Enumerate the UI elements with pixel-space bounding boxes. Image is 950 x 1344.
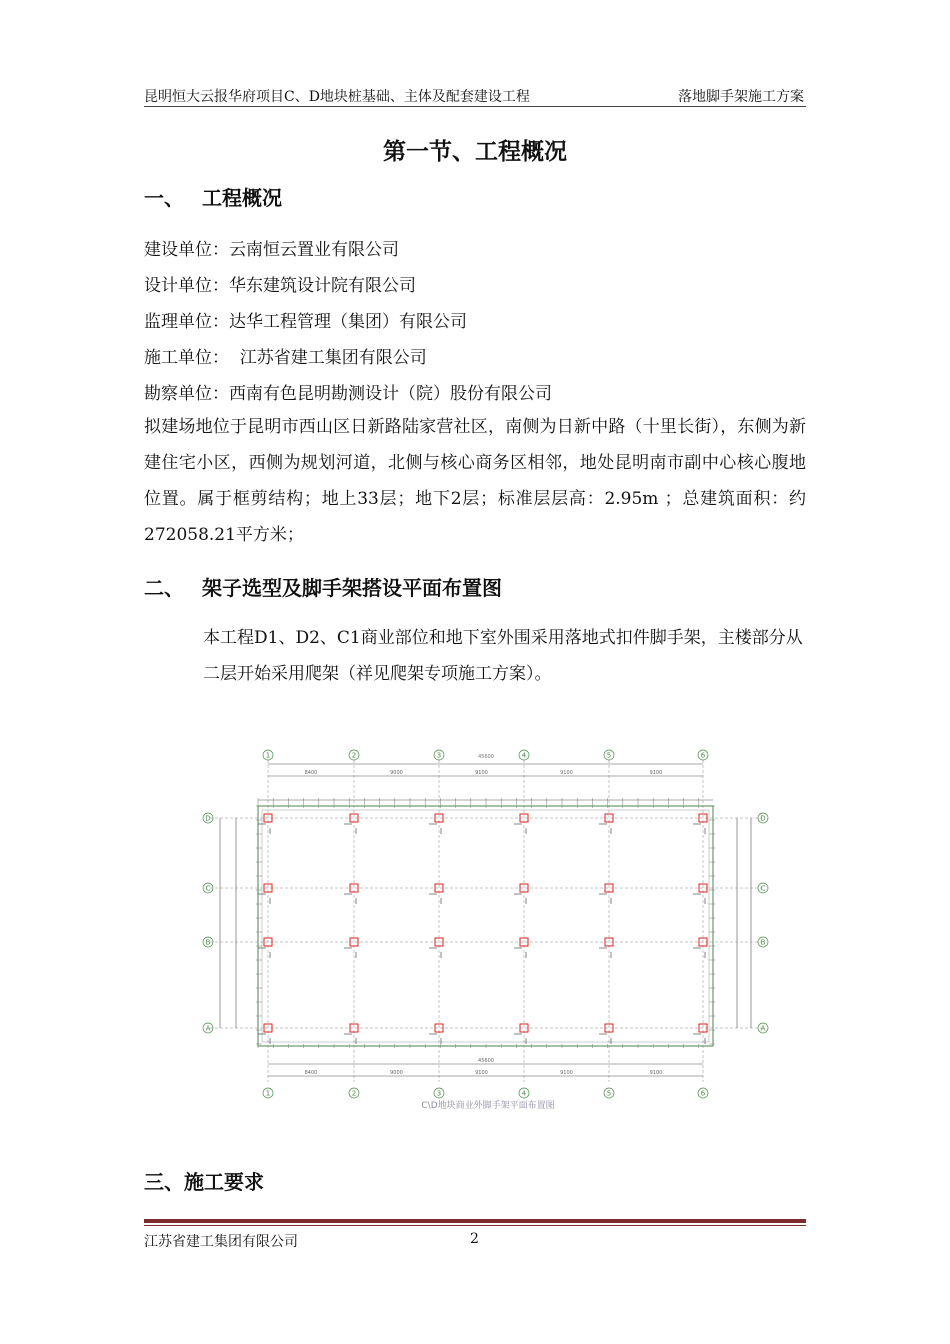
header-document-name: 落地脚手架施工方案 [678, 89, 804, 105]
row-axis-label: D [205, 814, 211, 823]
info-line-contractor: 施工单位： 江苏省建工集团有限公司 [144, 348, 427, 368]
span-dimension-label: 8400 [304, 770, 318, 776]
span-dimension-label: 9000 [390, 770, 403, 776]
span-dimension-label: 8400 [304, 1070, 318, 1076]
site-description-paragraph: 拟建场地位于昆明市西山区日新路陆家营社区，南侧为日新中路（十里长街），东侧为新建住宅小区，西侧为规划河道，北侧与核心商务区相邻，地处昆明南市副中心核心腹地位置。属于框剪结构；地上33层；地下2层；标准层层高：2.95m ；总建筑面积：约272058.21平方米； [144, 417, 806, 545]
scaffold-plan-drawing [196, 742, 781, 1122]
span-dimension-label: 9100 [475, 770, 488, 776]
row-axis-label: C [205, 884, 211, 893]
column-axis-label: 6 [700, 1089, 706, 1098]
section-heading-overview [144, 182, 282, 211]
span-dimension-label: 9100 [560, 770, 573, 776]
total-dimension-label: 45600 [478, 754, 494, 760]
span-dimension-label: 9100 [475, 1070, 488, 1076]
row-axis-label: B [760, 938, 766, 947]
column-axis-label: 4 [521, 751, 527, 760]
section-number: 一、 [144, 186, 184, 210]
page-number: 2 [470, 1231, 479, 1247]
scaffold-description-paragraph: 本工程D1、D2、C1商业部位和地下室外围采用落地式扣件脚手架，主楼部分从二层开始采用爬架（祥见爬架专项施工方案）。 [203, 628, 803, 684]
section-title: 架子选型及脚手架搭设平面布置图 [202, 576, 502, 600]
column-axis-label: 1 [265, 1089, 271, 1098]
info-line-designer: 设计单位：华东建筑设计院有限公司 [144, 276, 416, 296]
column-axis-label: 3 [436, 751, 442, 760]
info-line-supervisor: 监理单位：达华工程管理（集团）有限公司 [144, 312, 467, 332]
info-line-owner: 建设单位：云南恒云置业有限公司 [144, 240, 399, 260]
row-axis-label: A [760, 1024, 766, 1033]
column-axis-label: 3 [436, 1089, 442, 1098]
row-axis-label: B [205, 938, 211, 947]
drawing-caption: C\D地块商业外脚手架平面布置图 [421, 1101, 555, 1111]
section-heading-scaffold [144, 572, 502, 601]
column-axis-label: 2 [351, 1089, 357, 1098]
span-dimension-label: 9100 [649, 770, 663, 776]
row-axis-label: C [760, 884, 766, 893]
header-project-title: 昆明恒大云报华府项目C、D地块桩基础、主体及配套建设工程 [144, 89, 530, 105]
section-title: 工程概况 [202, 186, 282, 210]
column-axis-label: 5 [606, 751, 612, 760]
footer-company: 江苏省建工集团有限公司 [144, 1234, 298, 1250]
span-dimension-label: 9100 [649, 1070, 663, 1076]
footer-rule-thin [144, 1225, 806, 1226]
column-axis-label: 2 [351, 751, 357, 760]
header-rule [144, 106, 806, 107]
page-title: 第一节、工程概况 [383, 138, 567, 165]
column-axis-label: 4 [521, 1089, 527, 1098]
span-dimension-label: 9100 [560, 1070, 573, 1076]
section-number: 二、 [144, 576, 184, 600]
span-dimension-label: 9000 [390, 1070, 403, 1076]
section-heading-requirements: 三、施工要求 [144, 1170, 264, 1194]
row-axis-label: D [760, 814, 766, 823]
total-dimension-label-bottom: 45600 [478, 1058, 494, 1064]
row-axis-label: A [205, 1024, 211, 1033]
footer-rule-thick [144, 1219, 806, 1223]
column-axis-label: 5 [606, 1089, 612, 1098]
info-line-survey: 勘察单位：西南有色昆明勘测设计（院）股份有限公司 [144, 384, 552, 404]
column-axis-label: 1 [265, 751, 271, 760]
column-axis-label: 6 [700, 751, 706, 760]
